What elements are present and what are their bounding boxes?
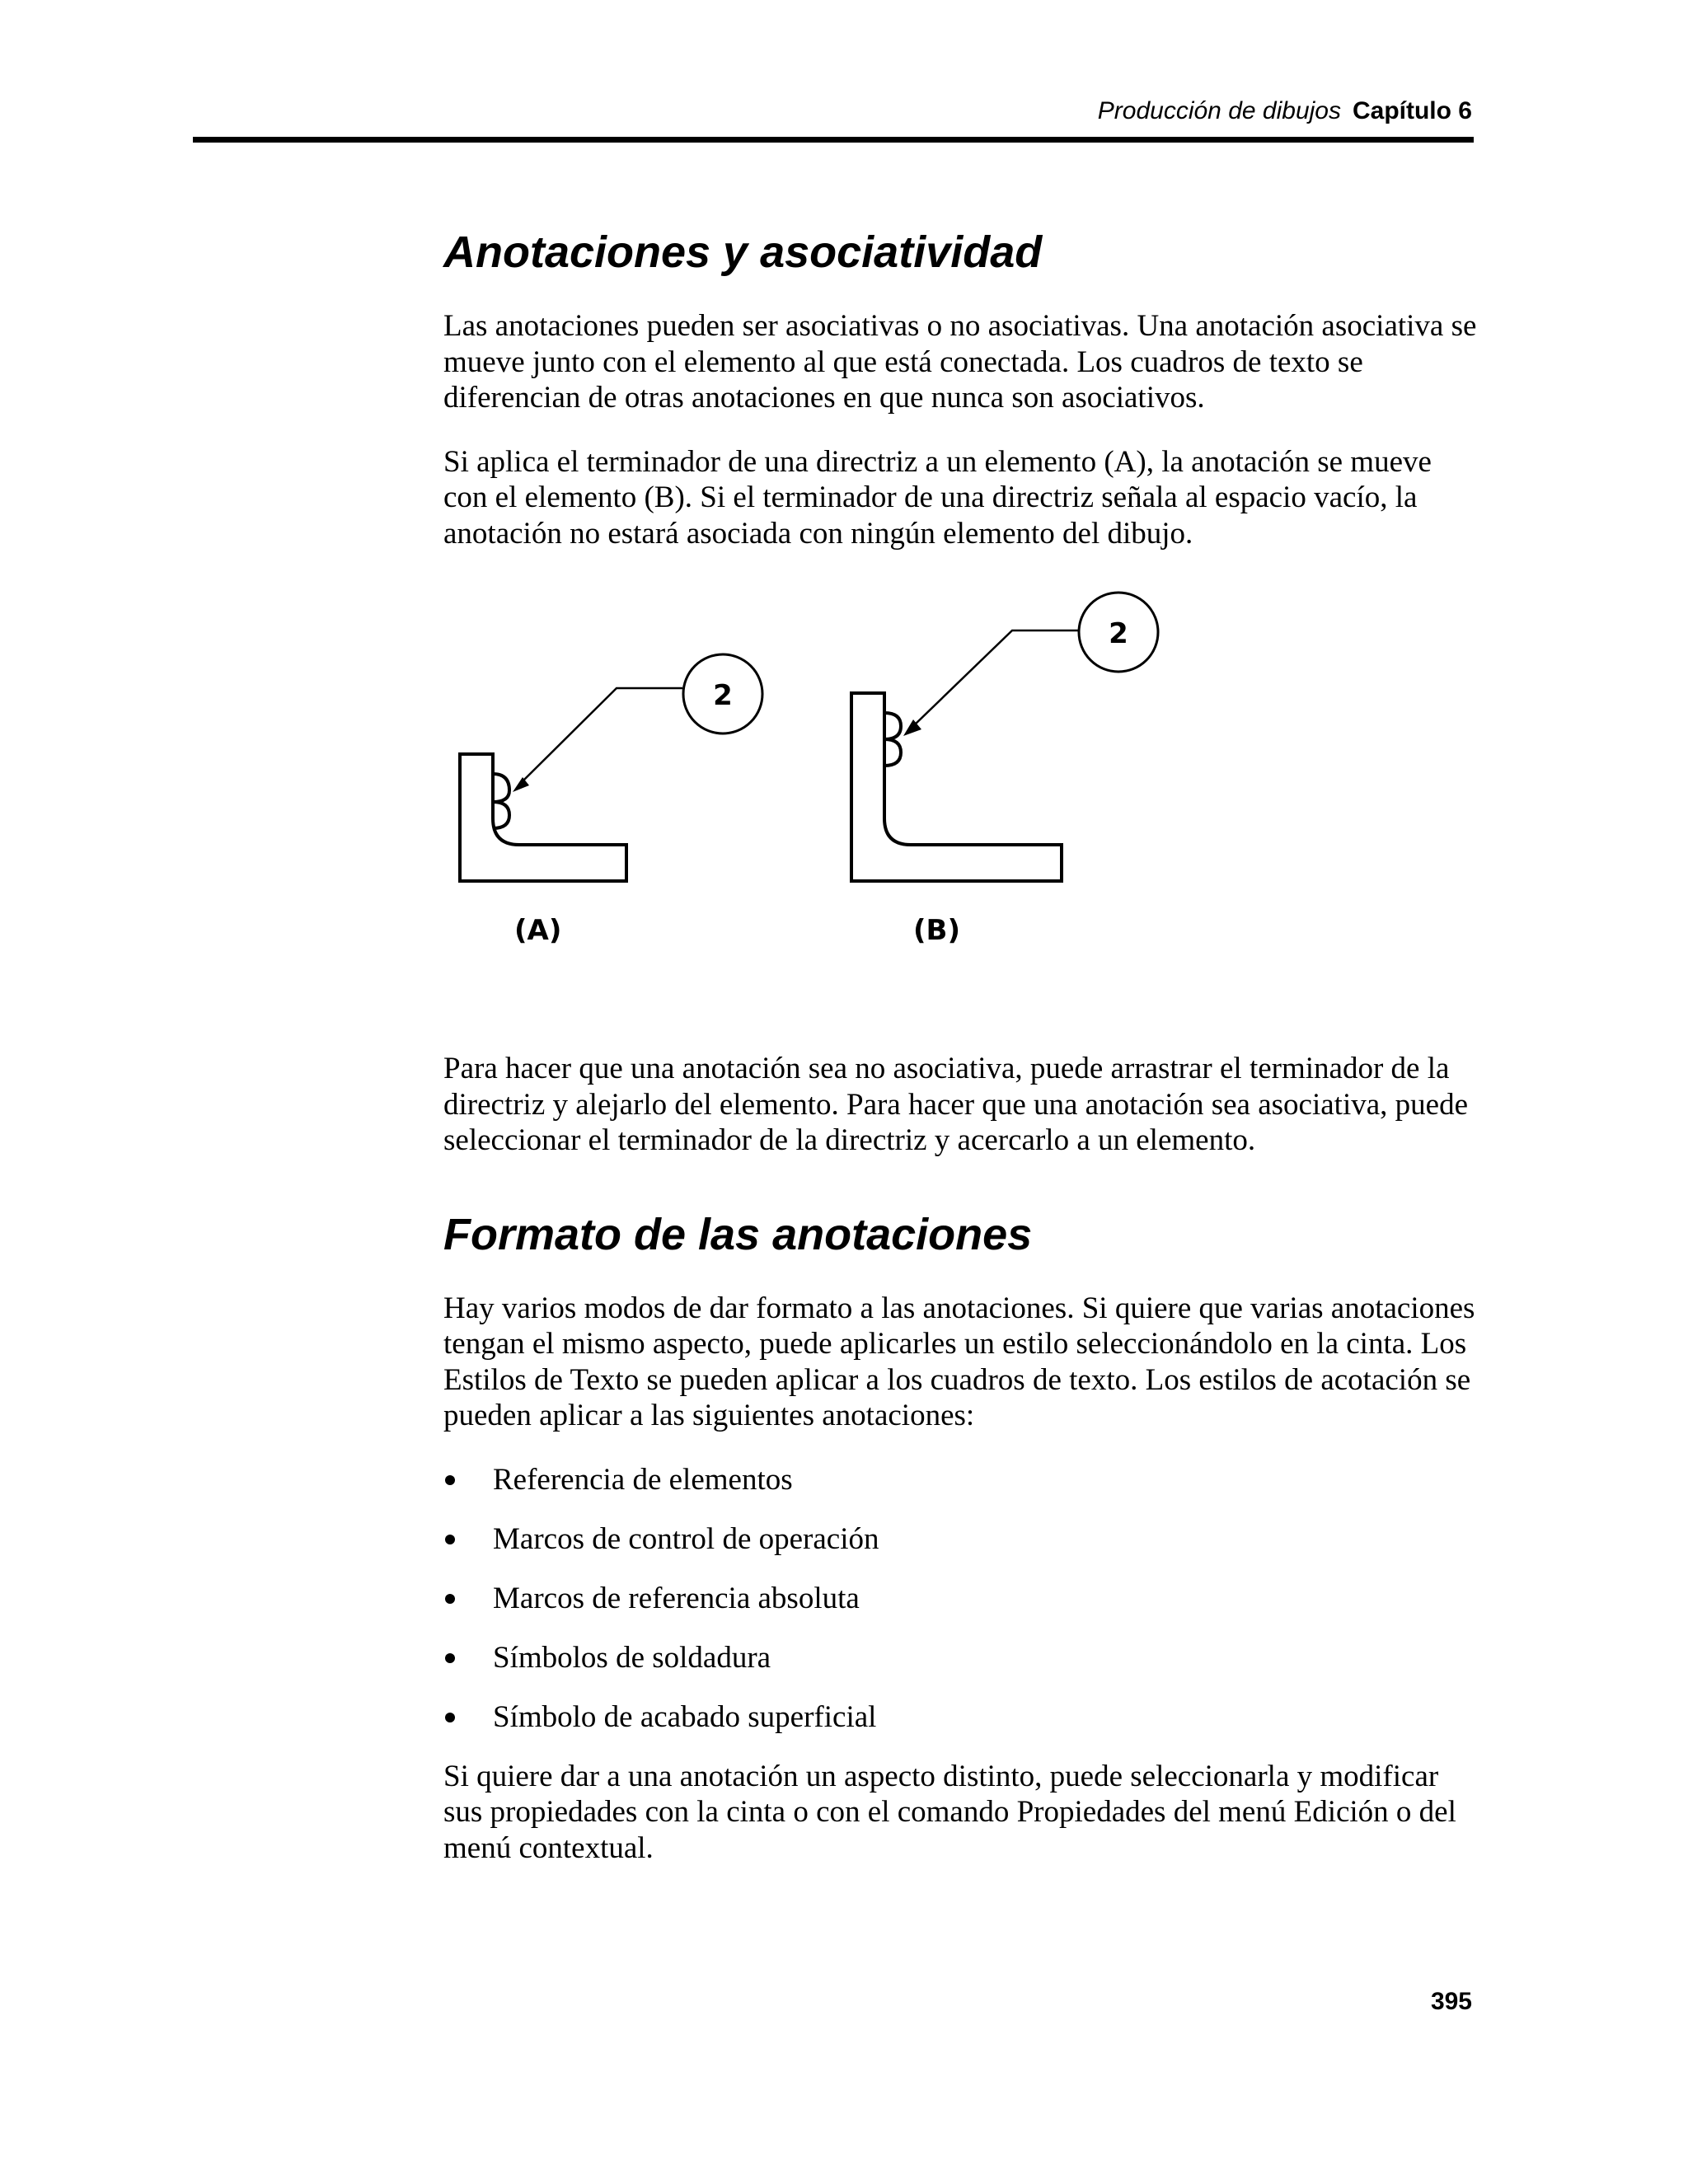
section-title-formato: Formato de las anotaciones [443, 1209, 1033, 1259]
figure-label-b: (B) [913, 914, 960, 947]
bullet-icon [445, 1535, 455, 1544]
header-rule [193, 137, 1474, 143]
leader-line-a [521, 688, 682, 783]
running-header-chapter: Capítulo 6 [1352, 97, 1472, 124]
list-item-label: Símbolos de soldadura [493, 1640, 771, 1675]
list-item [443, 1521, 1482, 1558]
list-item [443, 1640, 1482, 1676]
page-content [443, 221, 1482, 1894]
bullet-icon [445, 1653, 455, 1663]
paragraph-terminador: Si aplica el terminador de una directriz a un elemento (A), la anotación se mueve con el elemento (B). Si el terminador de una directriz señala al espacio vacío, la anotación no estará asociada con ningún elemento del dibujo. [443, 444, 1432, 551]
bullet-icon [445, 1594, 455, 1604]
figure-label-a: (A) [514, 914, 562, 947]
paragraph-closing: Si quiere dar a una anotación un aspecto distinto, puede seleccionarla y modificar sus propiedades con la cinta o con el comando Propiedades del menú Edición o del menú contextual. [443, 1759, 1456, 1865]
running-header-section: Producción de dibujos [1097, 97, 1341, 124]
list-item-label: Referencia de elementos [493, 1462, 793, 1497]
running-header [198, 97, 1472, 125]
weld-symbol-a [493, 774, 509, 828]
page-number: 395 [1430, 1988, 1472, 2015]
leader-arrow-a [513, 777, 529, 792]
list-item [443, 1581, 1482, 1617]
list-item [443, 1462, 1482, 1498]
list-item-label: Marcos de control de operación [493, 1521, 879, 1556]
paragraph-no-asociativa: Para hacer que una anotación sea no asociativa, puede arrastrar el terminador de la directriz y alejarlo del elemento. Para hacer que una anotación sea asociativa, puede seleccionar el terminador de la directriz y acercarlo a un elemento. [443, 1052, 1469, 1157]
bullet-icon [445, 1475, 455, 1485]
bracket-a-outline [460, 754, 626, 881]
paragraph-formato-intro: Hay varios modos de dar formato a las anotaciones. Si quiere que varias anotaciones tengan el mismo aspecto, puede aplicarles un estilo seleccionándolo en la cinta. Los Estilos de Texto se pueden aplicar a los cuadros de texto. Los estilos de acotación se pueden aplicar a las siguientes anotaciones: [443, 1291, 1475, 1432]
list-item-label: Marcos de referencia absoluta [493, 1581, 860, 1615]
bracket-b-outline [851, 693, 1062, 881]
associativity-diagram [435, 579, 1474, 1024]
annotation-types-list [443, 1462, 1482, 1736]
section-title-anotaciones: Anotaciones y asociatividad [443, 227, 1043, 277]
leader-line-b [913, 630, 1078, 726]
weld-symbol-b [884, 713, 901, 766]
list-item [443, 1699, 1482, 1736]
paragraph-asociativas: Las anotaciones pueden ser asociativas o no asociativas. Una anotación asociativa se mueve junto con el elemento al que está conectada. Los cuadros de texto se diferencian de otras anotaciones en que nunca son asociativos. [443, 309, 1477, 415]
bullet-icon [445, 1713, 455, 1722]
balloon-a-number: 2 [713, 679, 733, 712]
balloon-b-number: 2 [1109, 617, 1128, 650]
figure-associativity [435, 579, 1474, 1024]
list-item-label: Símbolo de acabado superficial [493, 1699, 877, 1734]
